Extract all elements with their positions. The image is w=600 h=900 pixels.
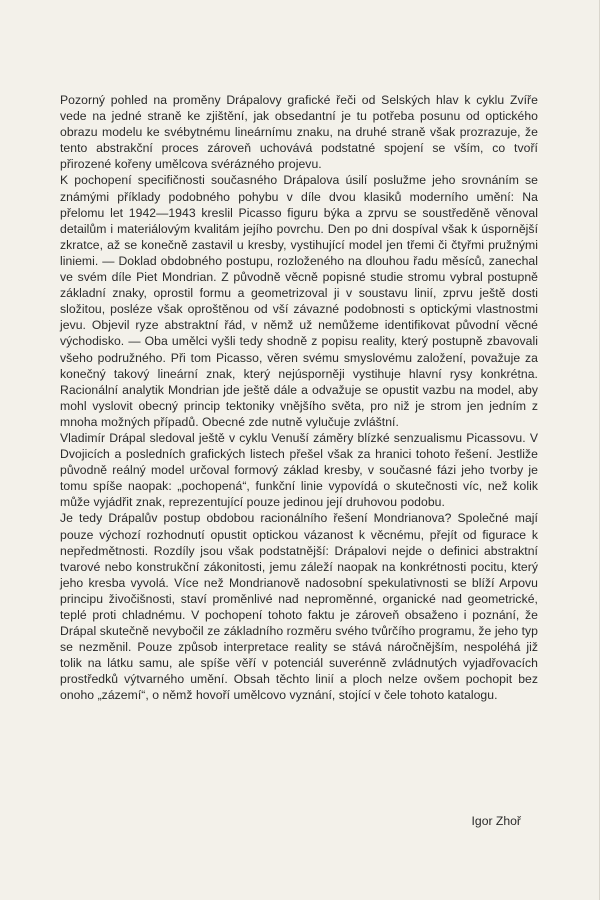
paragraph-1: Pozorný pohled na proměny Drápalovy grafické řeči od Selských hlav k cyklu Zvíře vede na jedné straně ke zjištění, jak obsedantní je tu potřeba posunu od optického obrazu modelu ke svébytnému lineárnímu znaku, na druhé straně však prozrazuje, že tento abstrakční proces zároveň uchovává podstatné spojení se vším, co tvoří přirozené kořeny umělcova svérázného projevu.: [60, 93, 538, 172]
paragraph-3: Vladimír Drápal sledoval ještě v cyklu Venuší záměry blízké senzualismu Picassovu. V Dvojicích a posledních grafických listech přešel však za hranici tohoto řešení. Jestliže původně reálný model určoval formový základ kresby, v současné fázi jeho tvorby je tomu spíše naopak: „pochopená“, funkční linie vypovídá o skutečnosti víc, než kolik může vyjádřit znak, reprezentující pouze jedinou její druhovou podobu.: [60, 430, 538, 510]
article-body: [60, 92, 538, 704]
paragraph-4: Je tedy Drápalův postup obdobou racionálního řešení Mondrianova? Společné mají pouze výchozí rozhodnutí opustit optickou vázanost k věcnému, přejít od figurace k nepředmětnosti. Rozdíly jsou však podstatnější: Drápalovi nejde o definici abstraktní tvarové nebo konstrukční zákonitosti, jemu záleží naopak na konkrétnosti pocitu, který jeho kresba vyvolá. Více než Mondrianově nadosobní spekulativnosti se blíží Arpovu principu živočišnosti, staví proměnlivé nad neproměnné, organické nad geometrické, teplé proti chladnému. V pochopení tohoto faktu je zároveň obsaženo i poznání, že Drápal skutečně nevybočil ze základního rozměru svého tvůrčího programu, že jeho typ se nezměnil. Pouze způsob interpretace reality se stává náročnějším, nespoléhá již tolik na látku samu, ale spíše věří v potenciál suverénně zvládnutých vyjadřovacích prostředků výtvarného umění. Obsah těchto linií a ploch nelze ovšem pochopit bez onoho „zázemí“, o němž hovoří umělcovo vyznání, stojící v čele tohoto katalogu.: [60, 511, 538, 703]
paragraph-2: K pochopení specifičnosti současného Drápalova úsilí poslužme jeho srovnáním se známými příklady podobného pohybu v díle dvou klasiků moderního umění: Na přelomu let 1942—1943 kreslil Picasso figuru býka a zprvu se soustředěně věnoval detailům i materiálovým kvalitám jejího povrchu. Den po dni dospíval však k úspornější zkratce, až se konečně zastavil u kresby, vystihující model jen třemi či čtyřmi pružnými liniemi. — Doklad obdobného postupu, rozloženého na dlouhou řadu měsíců, zanechal ve svém díle Piet Mondrian. Z původně věcně popisné studie stromu vybral postupně základní znaky, oprostil formu a geometrizoval ji v soustavu linií, zprvu ještě dosti složitou, posléze však oproštěnou od vší závazné podobnosti s optickými vlastnostmi jevu. Objevil ryze abstraktní řád, v němž už nemůžeme identifikovat původní věcné východisko. — Oba umělci vyšli tedy shodně z popisu reality, který postupně zbavovali všeho podružného. Při tom Picasso, věren svému smyslovému založení, považuje za konečný takový lineární znak, který nejúsporněji vystihuje hlavní rysy konkrétna. Racionální analytik Mondrian jde ještě dále a odvažuje se opustit vazbu na model, aby mohl vyslovit obecný princip tektoniky vnějšího světa, pro niž je strom jen jedním z mnoha možných případů. Obecné zde nutně vylučuje zvláštní.: [60, 173, 538, 429]
author-signature: Igor Zhoř: [471, 814, 521, 828]
